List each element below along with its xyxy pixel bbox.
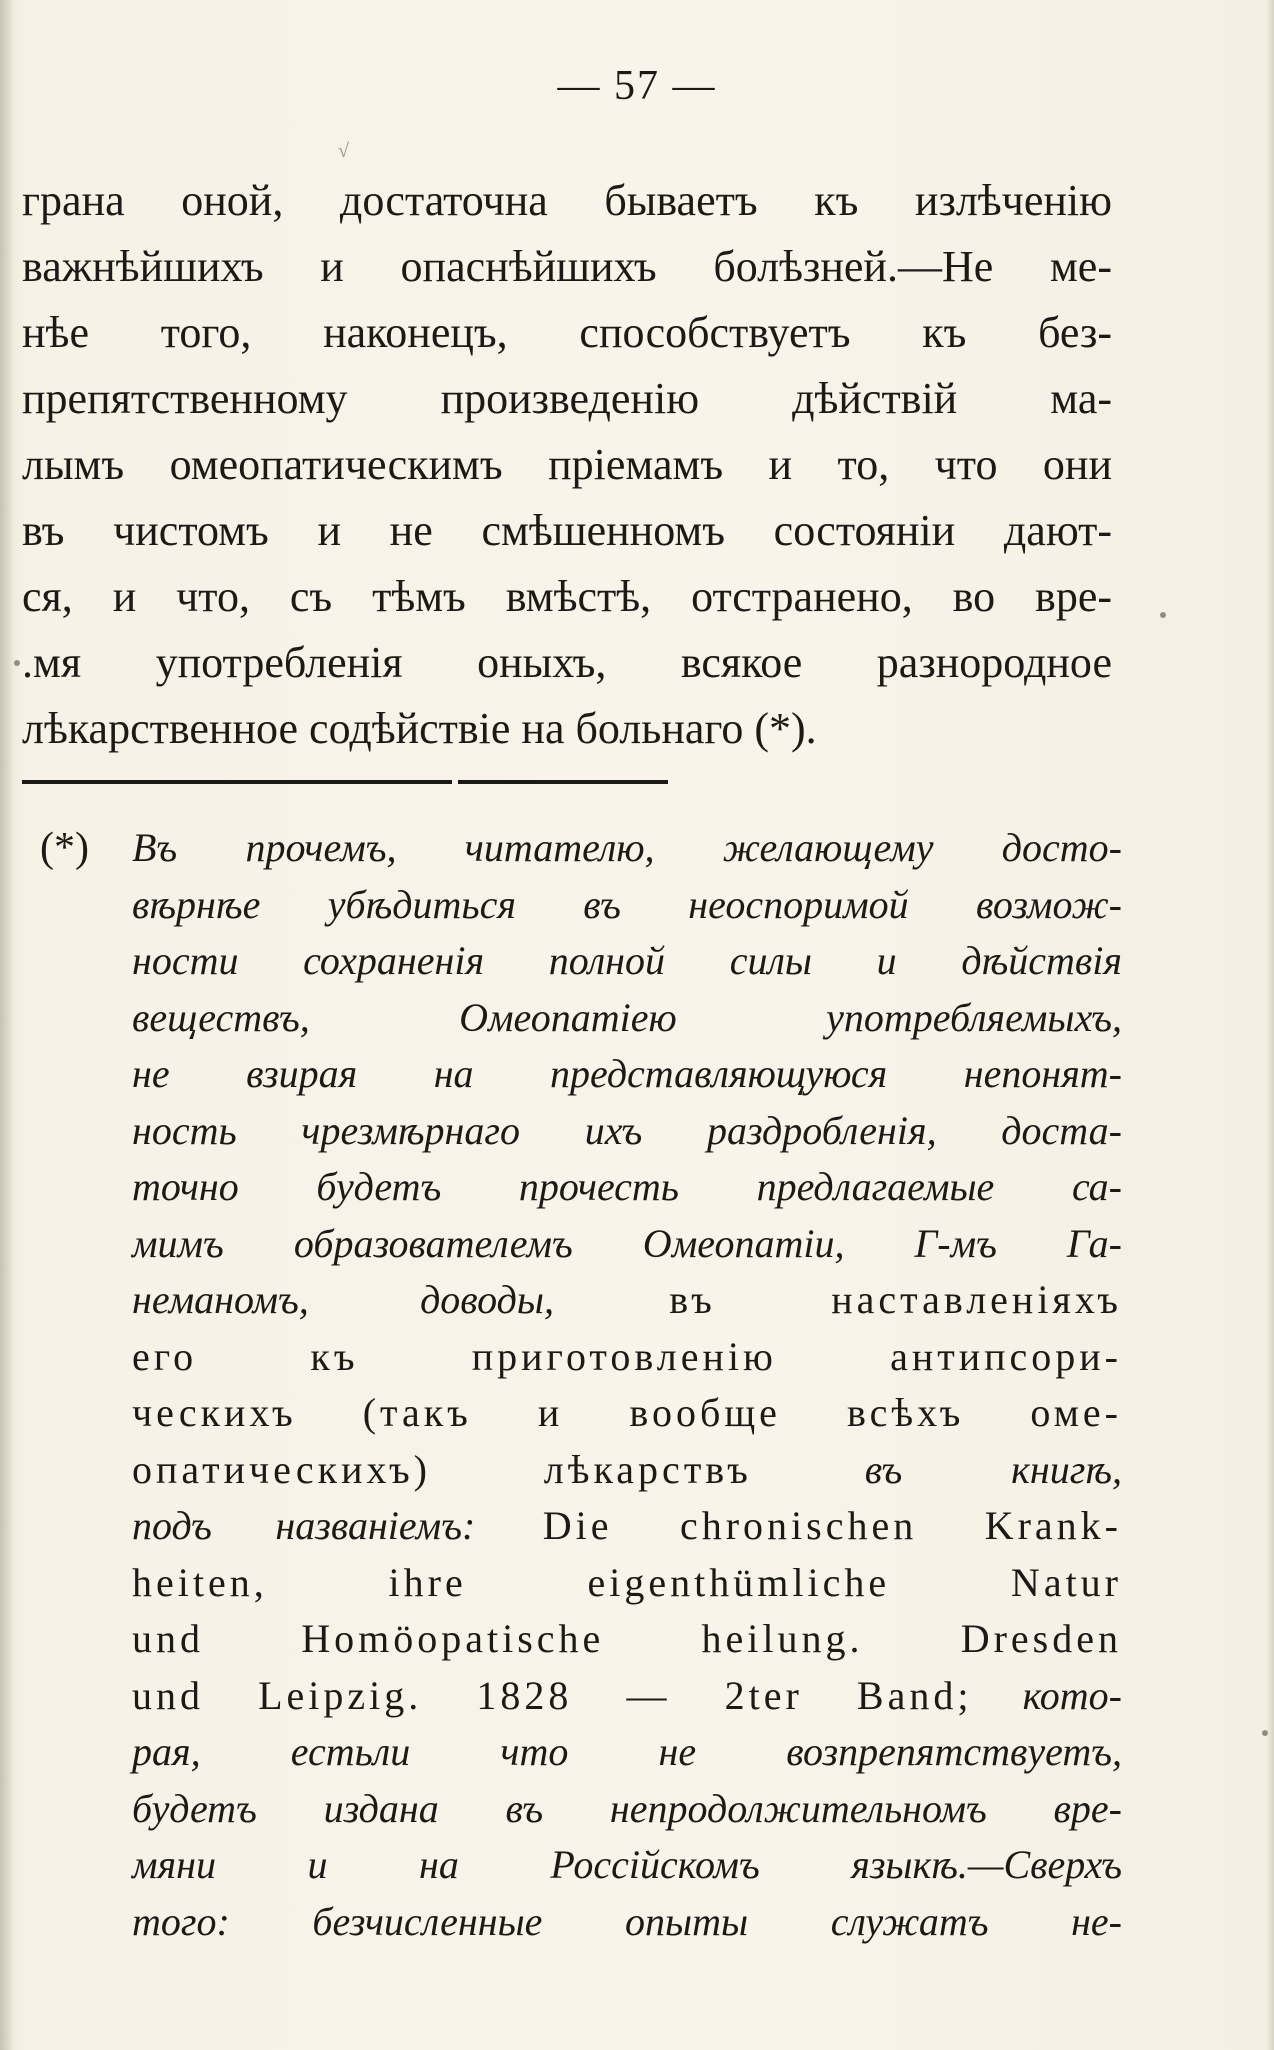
spaced-text: und Leipzig. 1828 — 2ter Band; — [132, 1672, 973, 1718]
italic-text: въ книгѣ, — [864, 1446, 1122, 1492]
italic-text: вѣрнѣе убѣдиться въ неоспоримой возмож- — [132, 881, 1122, 927]
text-line: препятственному произведенію дѣйствій ма- — [22, 374, 1112, 423]
footnote-line — [132, 1385, 1122, 1442]
spaced-text: ческихъ (такъ и вообще всѣхъ оме- — [132, 1390, 1122, 1435]
footnote-line — [132, 1837, 1122, 1894]
spaced-text: опатическихъ) лѣкарствъ — [132, 1446, 865, 1492]
pencil-mark: √ — [338, 140, 349, 162]
footnote-line — [132, 1103, 1122, 1160]
footnote-separator-rule-2 — [458, 780, 668, 784]
spaced-text: heiten, ihre eigenthümliche Natur — [132, 1559, 1122, 1605]
italic-text: рая, естьли что не возпрепятствуетъ, — [132, 1729, 1122, 1774]
italic-text: мимъ образователемъ Омеопатіи, Г-мъ Га- — [132, 1220, 1122, 1266]
spaced-text: въ наставленіяхъ — [553, 1277, 1122, 1322]
italic-text: точно будетъ прочесть предлагаемые са- — [132, 1164, 1122, 1209]
footnote-line — [132, 1668, 1122, 1725]
footnote-marker: (*) — [40, 825, 89, 871]
italic-text: ность чрезмѣрнаго ихъ раздробленія, доста- — [132, 1107, 1122, 1153]
footnote-line — [132, 1216, 1122, 1273]
footnote-line — [132, 1894, 1122, 1951]
italic-text: Въ прочемъ, читателю, желающему досто- — [132, 825, 1122, 870]
italic-text: неманомъ, доводы, — [132, 1277, 554, 1322]
italic-text: подъ названіемъ: — [132, 1503, 476, 1548]
footnote-line — [132, 1442, 1122, 1499]
spaced-text: und Homöopatische heilung. Dresden — [132, 1616, 1122, 1661]
text-line: .мя употребленія оныхъ, всякое разнородное — [22, 638, 1112, 687]
footnote-line — [132, 1724, 1122, 1781]
footnote-line — [132, 1781, 1122, 1838]
footnote-line — [132, 990, 1122, 1047]
text-line: лымъ омеопатическимъ пріемамъ и то, что они — [22, 440, 1112, 489]
spaced-text: его къ приготовленію антипсори- — [132, 1333, 1122, 1379]
footnote-line — [132, 1329, 1122, 1386]
print-speck — [1160, 612, 1166, 618]
italic-text: ности сохраненія полной силы и дѣйствія — [132, 938, 1122, 983]
text-line: лѣкарственное содѣйствіе на больнаго (*). — [22, 704, 817, 753]
text-line: ся, и что, съ тѣмъ вмѣстѣ, отстранено, во вре- — [22, 572, 1112, 621]
text-line: въ чистомъ и не смѣшенномъ состояніи дают- — [22, 506, 1112, 555]
italic-text: кото- — [972, 1672, 1122, 1718]
footnote-line — [132, 1159, 1122, 1216]
italic-text: веществъ, Омеопатіею употребляемыхъ, — [132, 994, 1122, 1040]
footnote-line — [132, 1611, 1122, 1668]
footnote-line — [132, 877, 1122, 934]
footnote-separator-rule — [22, 780, 452, 784]
italic-text: будетъ издана въ непродолжительномъ вре- — [132, 1785, 1122, 1831]
text-line: нѣе того, наконецъ, способствуетъ къ без- — [22, 308, 1112, 357]
spaced-text: Die chronischen Krank- — [475, 1503, 1122, 1548]
footnote-line — [132, 820, 1122, 877]
italic-text: мяни и на Россійскомъ языкѣ.—Сверхъ — [132, 1842, 1122, 1887]
gutter-shadow — [0, 0, 14, 2050]
text-line: грана оной, достаточна бываетъ къ излѣченію — [22, 176, 1112, 225]
italic-text: того: безчисленные опыты служатъ не- — [132, 1898, 1122, 1944]
page-number: — 57 — — [557, 63, 717, 109]
text-line: важнѣйшихъ и опаснѣйшихъ болѣзней.—Не ме- — [22, 242, 1112, 291]
footnote-line — [132, 1555, 1122, 1612]
footnote-line — [132, 1046, 1122, 1103]
footnote-body — [132, 820, 1122, 1950]
main-text-block — [22, 168, 1112, 762]
footnote-line — [132, 1272, 1122, 1329]
print-speck — [1262, 1730, 1268, 1736]
print-speck — [14, 660, 20, 666]
footnote-line — [132, 933, 1122, 990]
page-edge — [1266, 0, 1274, 2050]
italic-text: не взирая на представляющуюся непонят- — [132, 1051, 1122, 1096]
footnote-line — [132, 1498, 1122, 1555]
